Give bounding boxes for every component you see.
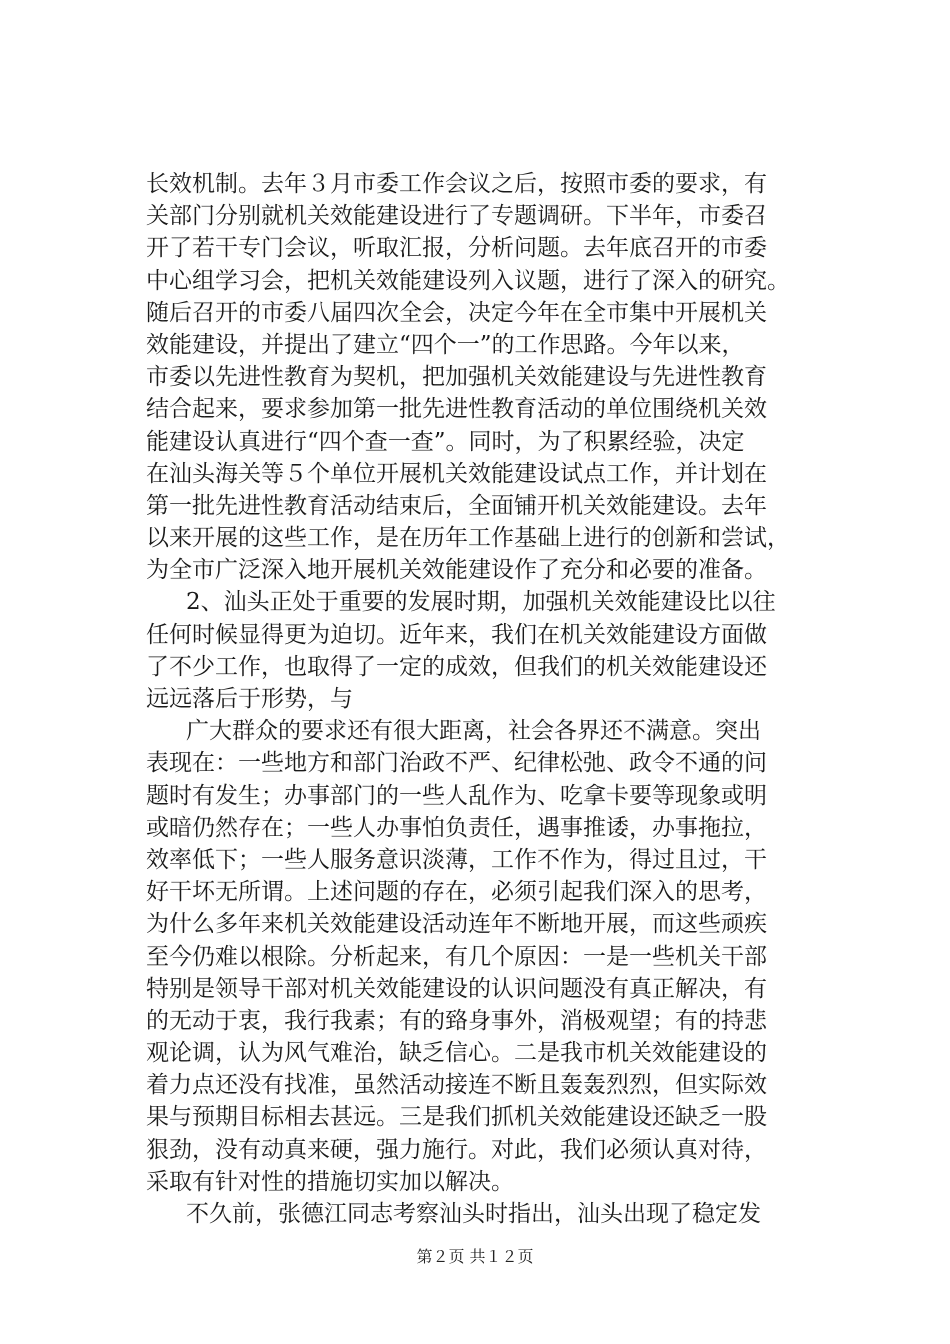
text-line: 第一批先进性教育活动结束后，全面铺开机关效能建设。去年 [146, 492, 767, 519]
text-line: 好干坏无所谓。上述问题的存在，必须引起我们深入的思考， [146, 879, 767, 906]
text-line: 结合起来，要求参加第一批先进性教育活动的单位围绕机关效 [146, 396, 767, 423]
paragraph-start-line: 不久前，张德江同志考察汕头时指出，汕头出现了稳定发 [186, 1201, 761, 1227]
text-line: 观论调，认为风气难治，缺乏信心。二是我市机关效能建设的 [146, 1040, 767, 1067]
text-line: 表现在：一些地方和部门治政不严、纪律松弛、政令不通的问 [146, 750, 767, 777]
text-line: 采取有针对性的措施切实加以解决。 [146, 1168, 514, 1195]
text-line: 为什么多年来机关效能建设活动连年不断地开展，而这些顽疾 [146, 911, 767, 938]
text-line: 远远落后于形势，与 [146, 686, 353, 712]
text-line: 随后召开的市委八届四次全会，决定今年在全市集中开展机关 [146, 299, 767, 326]
text-line: 特别是领导干部对机关效能建设的认识问题没有真正解决，有 [146, 975, 767, 1002]
text-line: 狠劲，没有动真来硬，强力施行。对此，我们必须认真对待， [146, 1136, 767, 1163]
text-line: 中心组学习会，把机关效能建设列入议题，进行了深入的研究。 [146, 267, 790, 294]
paragraph-start-line: 2、汕头正处于重要的发展时期，加强机关效能建设比以往 [186, 589, 776, 616]
paragraph-start-line: 广大群众的要求还有很大距离，社会各界还不满意。突出 [186, 718, 761, 745]
text-line: 能建设认真进行“四个查一查”。同时，为了积累经验，决定 [146, 428, 745, 455]
text-line: 或暗仍然存在；一些人办事怕负责任，遇事推诿，办事拖拉， [146, 814, 767, 841]
text-line: 的无动于衷，我行我素；有的臵身事外，消极观望；有的持悲 [146, 1007, 767, 1034]
text-line: 任何时候显得更为迫切。近年来，我们在机关效能建设方面做 [146, 621, 767, 648]
text-line: 着力点还没有找准，虽然活动接连不断且轰轰烈烈，但实际效 [146, 1072, 767, 1099]
text-line: 在汕头海关等５个单位开展机关效能建设试点工作，并计划在 [146, 460, 767, 487]
text-line: 关部门分别就机关效能建设进行了专题调研。下半年，市委召 [146, 203, 767, 230]
page-number-footer: 第２页 共１２页 [416, 1247, 534, 1266]
text-line: 效率低下；一些人服务意识淡薄，工作不作为，得过且过，干 [146, 846, 767, 873]
text-line: 开了若干专门会议，听取汇报，分析问题。去年底召开的市委 [146, 235, 767, 262]
text-line: 果与预期目标相去甚远。三是我们抓机关效能建设还缺乏一股 [146, 1104, 767, 1131]
text-line: 市委以先进性教育为契机，把加强机关效能建设与先进性教育 [146, 364, 767, 391]
text-line: 以来开展的这些工作，是在历年工作基础上进行的创新和尝试， [146, 525, 790, 552]
text-line: 为全市广泛深入地开展机关效能建设作了充分和必要的准备。 [146, 557, 767, 584]
text-line: 了不少工作，也取得了一定的成效，但我们的机关效能建设还 [146, 653, 767, 680]
text-line: 长效机制。去年３月市委工作会议之后，按照市委的要求，有 [146, 171, 767, 197]
text-line: 效能建设，并提出了建立“四个一”的工作思路。今年以来， [146, 331, 745, 358]
text-line: 题时有发生；办事部门的一些人乱作为、吃拿卡要等现象或明 [146, 782, 767, 809]
text-line: 至今仍难以根除。分析起来，有几个原因：一是一些机关干部 [146, 943, 767, 970]
document-body [146, 168, 846, 1230]
